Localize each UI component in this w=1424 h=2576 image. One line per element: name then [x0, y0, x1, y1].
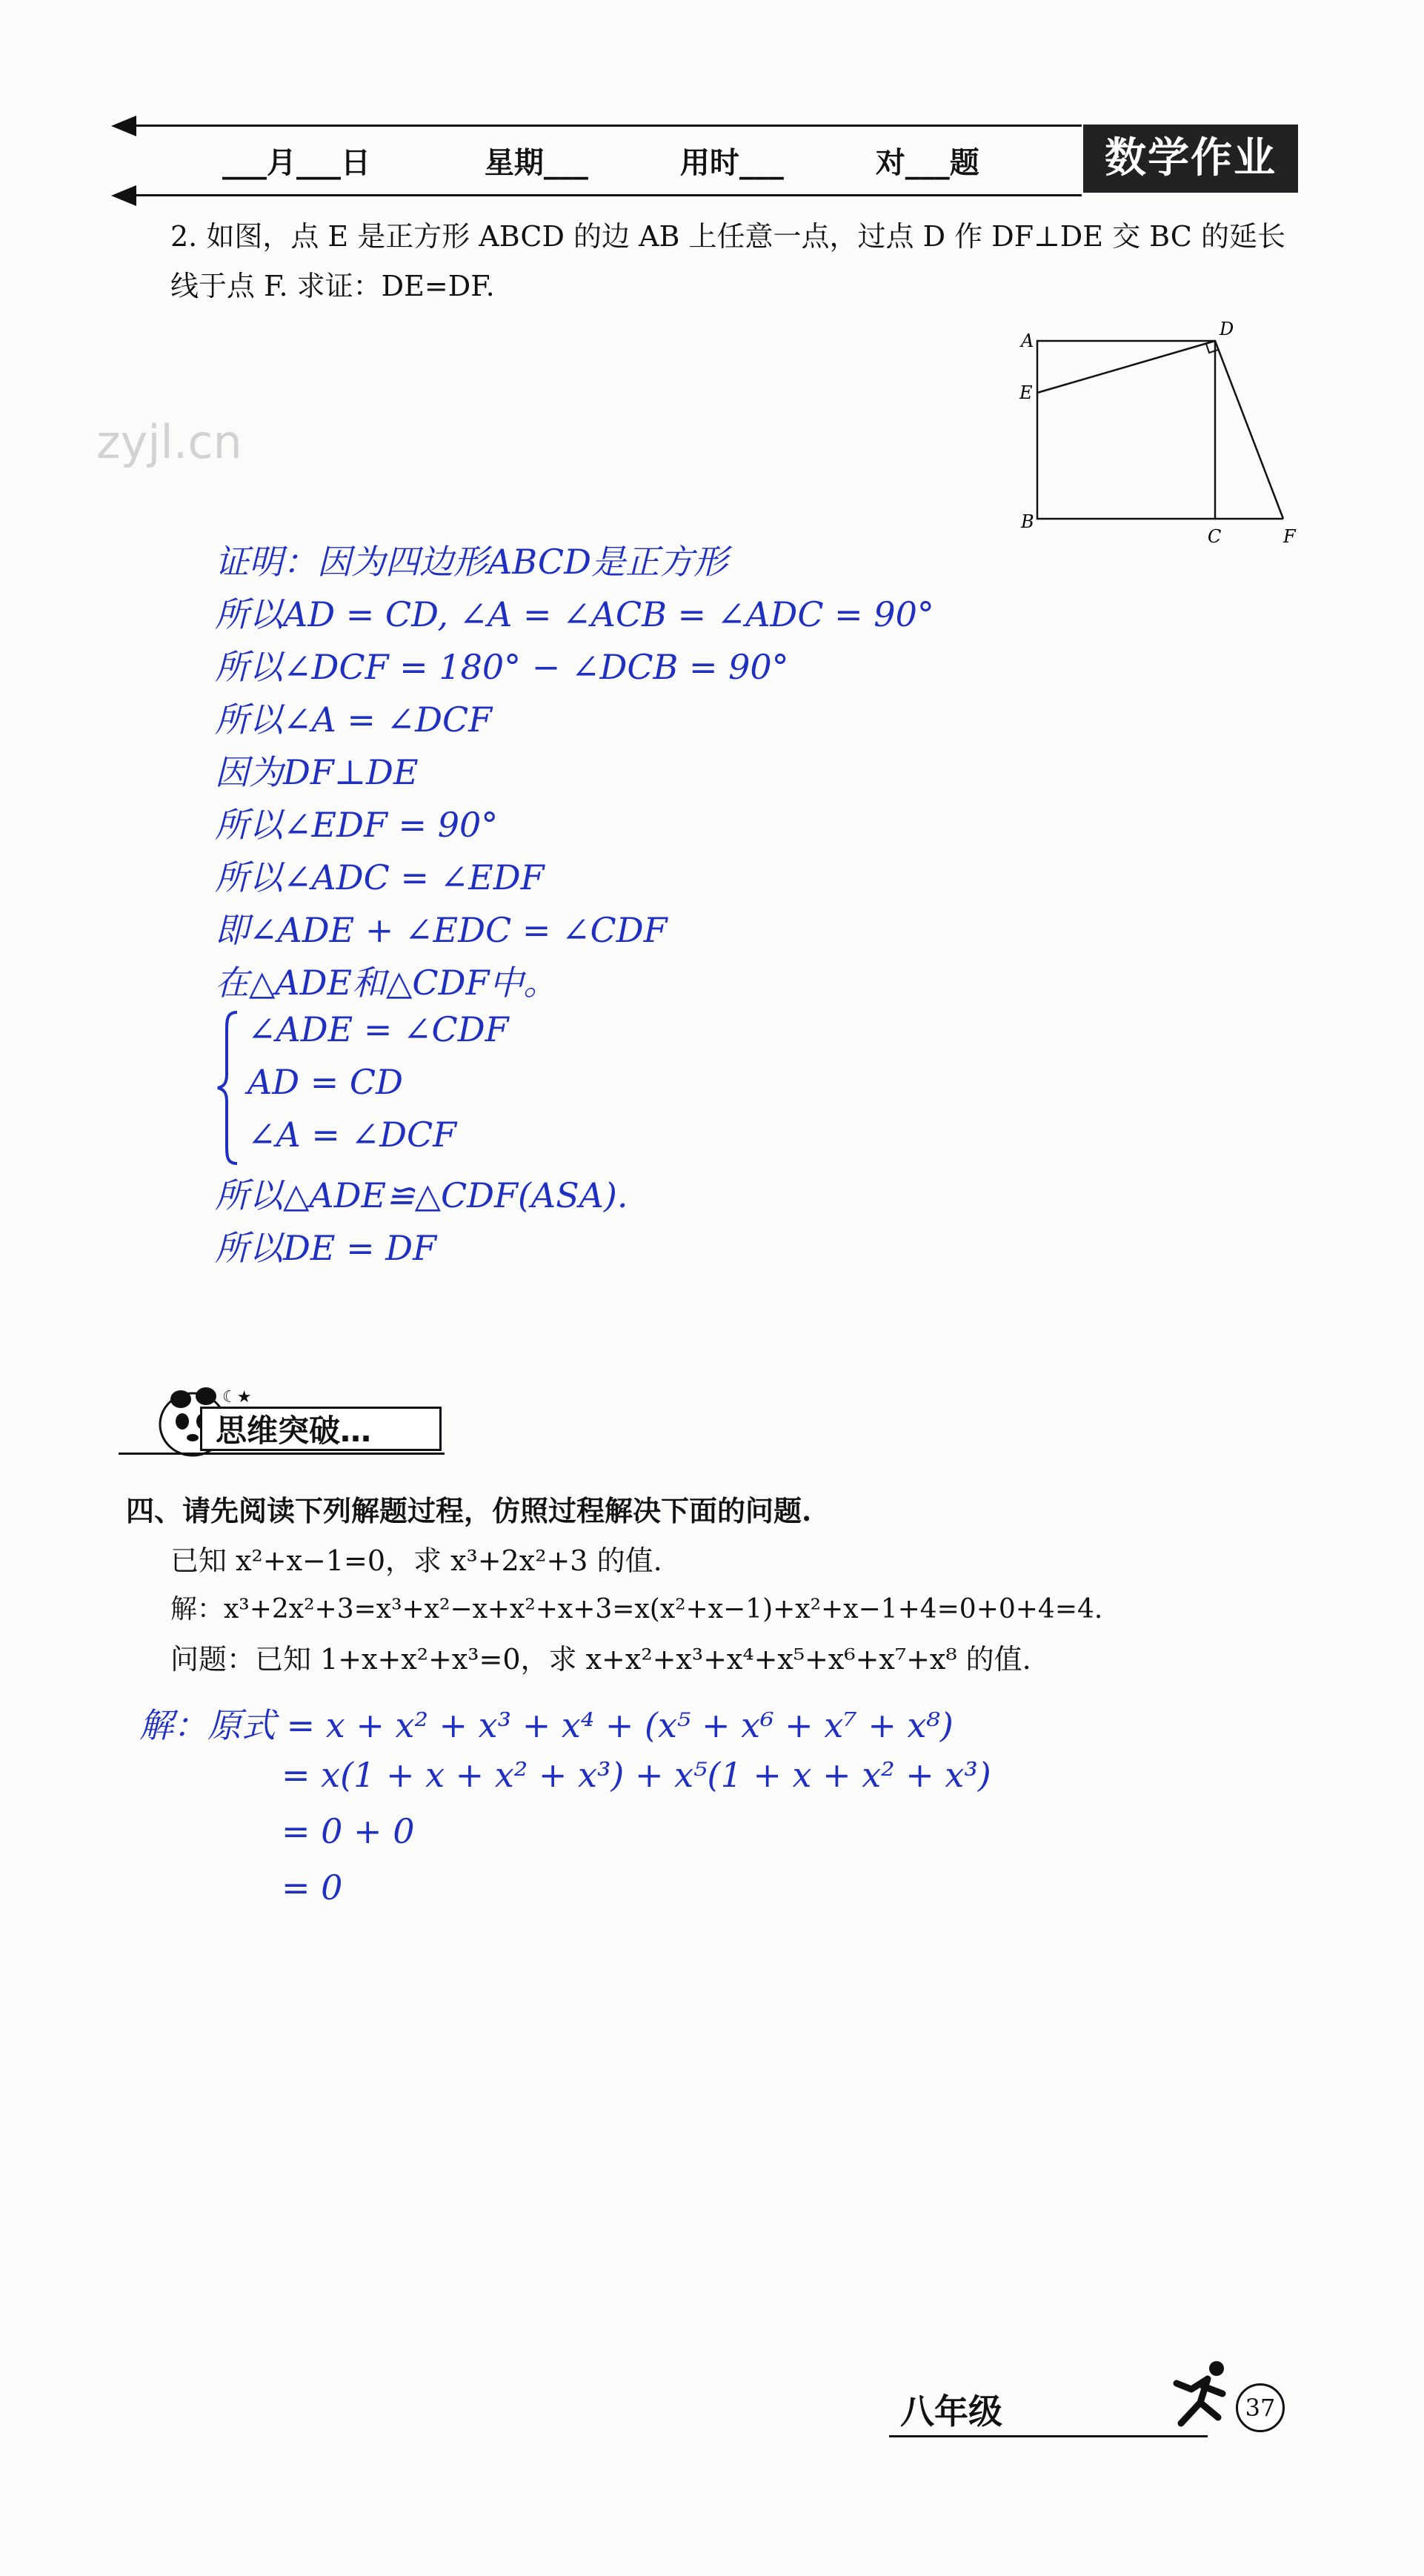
watermark: zyjl.cn: [96, 415, 242, 469]
page-number: 37: [1236, 2383, 1285, 2432]
proof-condition: ∠ADE = ∠CDF: [247, 1009, 509, 1049]
proof-line: 即∠ADE + ∠EDC = ∠CDF: [215, 910, 668, 950]
question4-problem: 问题：已知 1+x+x²+x³=0，求 x+x²+x³+x⁴+x⁵+x⁶+x⁷+x⁸ 的值.: [170, 1643, 1031, 1676]
label-b: B: [1021, 511, 1034, 532]
proof-line: 所以AD = CD, ∠A = ∠ACB = ∠ADC = 90°: [215, 594, 934, 634]
svg-text:☾★: ☾★: [222, 1388, 252, 1407]
answer-line: = 0 + 0: [282, 1811, 415, 1851]
date-field: ___月___日: [222, 146, 370, 180]
answer-line: = x(1 + x + x² + x³) + x⁵(1 + x + x² + x³): [282, 1755, 991, 1795]
label-e: E: [1019, 382, 1033, 403]
section-title: 思维突破…: [200, 1407, 442, 1451]
problem2-text-line1: 2. 如图，点 E 是正方形 ABCD 的边 AB 上任意一点，过点 D 作 DF⊥DE 交 BC 的延长: [170, 220, 1285, 253]
proof-line: 所以△ADE≌△CDF(ASA).: [215, 1175, 628, 1215]
runner-icon: [1156, 2357, 1237, 2438]
label-a: A: [1021, 331, 1034, 351]
geometry-figure: [1008, 311, 1319, 556]
header-rule-bottom: [119, 194, 1082, 196]
correct-count-field: 对___题: [875, 146, 979, 180]
proof-line: 所以∠EDF = 90°: [215, 805, 499, 845]
time-field: 用时___: [679, 146, 784, 180]
proof-line: 所以∠ADC = ∠EDF: [215, 857, 545, 897]
proof-line: 所以∠A = ∠DCF: [215, 700, 493, 740]
subject-badge: 数学作业: [1083, 125, 1298, 193]
footer-grade: 八年级: [900, 2391, 1002, 2431]
answer-line: = 0: [282, 1868, 343, 1908]
arrow-left-icon: [111, 116, 136, 136]
proof-condition: AD = CD: [247, 1062, 403, 1102]
label-c: C: [1208, 526, 1222, 547]
question4-example-solution: 解：x³+2x²+3=x³+x²−x+x²+x+3=x(x²+x−1)+x²+x−1+4=0+0+4=4.: [170, 1594, 1103, 1624]
proof-condition: ∠A = ∠DCF: [247, 1115, 457, 1155]
label-d: D: [1220, 319, 1234, 339]
arrow-left-icon: [111, 185, 136, 206]
header-rule-top: [119, 125, 1082, 127]
weekday-field: 星期___: [484, 146, 588, 180]
segment-df: [1215, 341, 1283, 519]
proof-line: 在△ADE和△CDF中。: [215, 963, 558, 1003]
brace-icon: [215, 1009, 244, 1166]
section-rule: [119, 1453, 445, 1455]
proof-line: 证明：因为四边形ABCD是正方形: [215, 542, 728, 582]
segment-de: [1037, 341, 1215, 393]
proof-line: 因为DF⊥DE: [215, 752, 419, 792]
proof-line: 所以∠DCF = 180° − ∠DCB = 90°: [215, 647, 789, 687]
label-f: F: [1283, 526, 1296, 547]
problem2-text-line2: 线于点 F. 求证：DE=DF.: [170, 270, 495, 302]
question4-given: 已知 x²+x−1=0，求 x³+2x²+3 的值.: [170, 1544, 662, 1577]
question4-title: 四、请先阅读下列解题过程，仿照过程解决下面的问题.: [126, 1494, 812, 1527]
proof-line: 所以DE = DF: [215, 1228, 437, 1268]
answer-line: 解：原式 = x + x² + x³ + x⁴ + (x⁵ + x⁶ + x⁷ + x⁸): [139, 1705, 954, 1745]
header-fields: [222, 139, 979, 182]
